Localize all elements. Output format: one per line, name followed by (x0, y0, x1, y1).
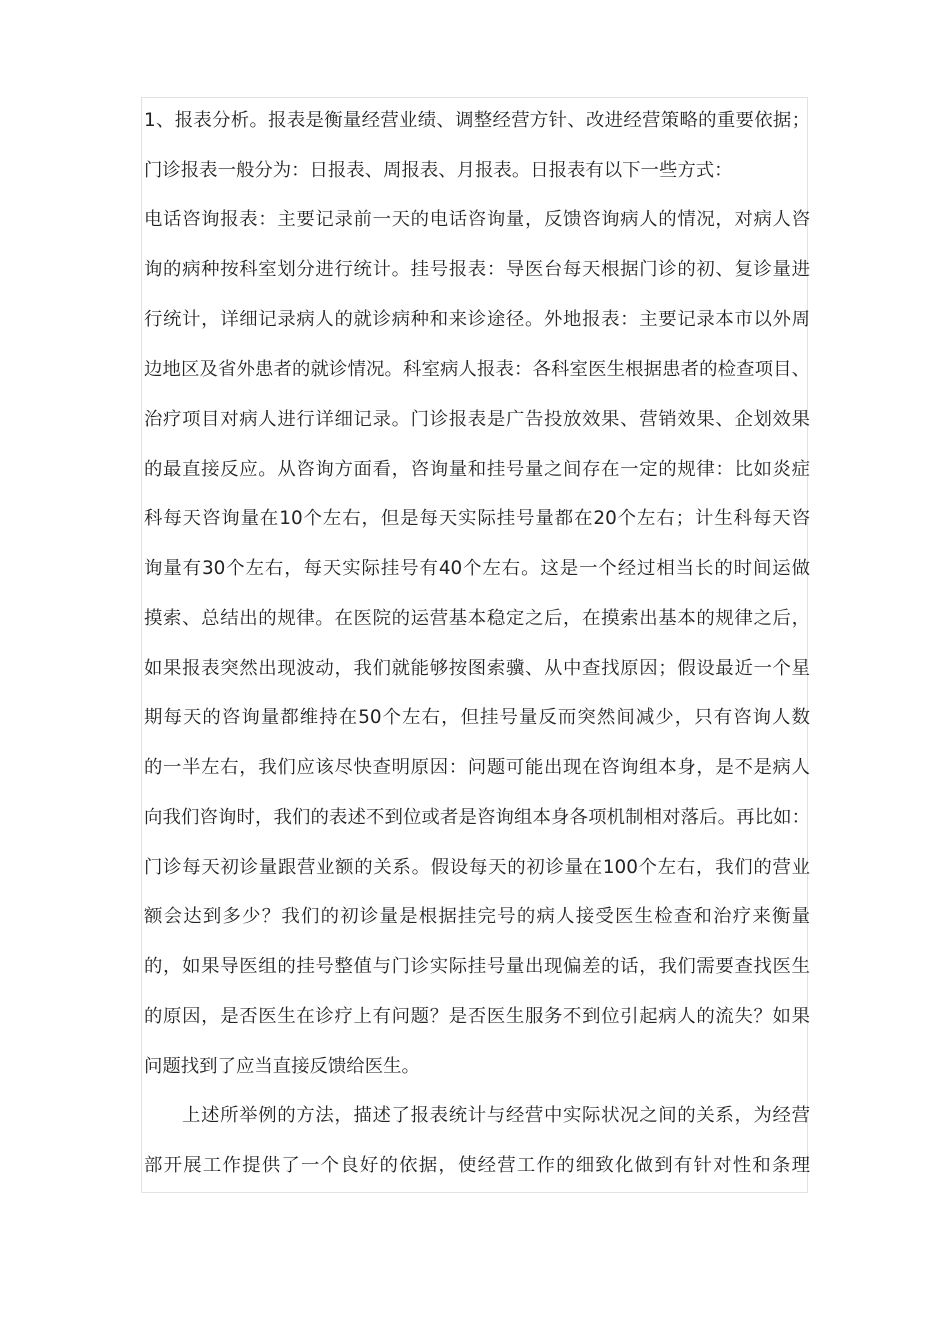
text-line: 边地区及省外患者的就诊情况。科室病人报表：各科室医生根据患者的检查项目、 (144, 359, 810, 380)
text-line: 部开展工作提供了一个良好的依据，使经营工作的细致化做到有针对性和条理 (144, 1155, 810, 1176)
text-line: 门诊报表一般分为：日报表、周报表、月报表。日报表有以下一些方式： (144, 160, 733, 181)
text-line: 的，如果导医组的挂号整值与门诊实际挂号量出现偏差的话，我们需要查找医生 (144, 956, 810, 977)
text-line: 电话咨询报表：主要记录前一天的电话咨询量，反馈咨询病人的情况，对病人咨 (144, 209, 810, 230)
text-line: 询的病种按科室划分进行统计。挂号报表：导医台每天根据门诊的初、复诊量进 (144, 259, 810, 280)
text-line: 摸索、总结出的规律。在医院的运营基本稳定之后，在摸索出基本的规律之后， (144, 608, 810, 629)
text-line: 的原因，是否医生在诊疗上有问题？是否医生服务不到位引起病人的流失？如果 (144, 1006, 810, 1027)
text-line: 询量有30个左右，每天实际挂号有40个左右。这是一个经过相当长的时间运做 (144, 558, 810, 579)
text-line-indented: 上述所举例的方法，描述了报表统计与经营中实际状况之间的关系，为经营 (182, 1105, 810, 1126)
text-line: 的一半左右，我们应该尽快查明原因：问题可能出现在咨询组本身，是不是病人 (144, 757, 810, 778)
text-line: 向我们咨询时，我们的表述不到位或者是咨询组本身各项机制相对落后。再比如： (144, 807, 810, 828)
text-line: 期每天的咨询量都维持在50个左右，但挂号量反而突然间减少，只有咨询人数 (144, 707, 810, 728)
text-line: 1、报表分析。报表是衡量经营业绩、调整经营方针、改进经营策略的重要依据； (144, 110, 810, 131)
text-line: 问题找到了应当直接反馈给医生。 (144, 1056, 420, 1077)
text-line: 治疗项目对病人进行详细记录。门诊报表是广告投放效果、营销效果、企划效果 (144, 409, 810, 430)
text-line: 如果报表突然出现波动，我们就能够按图索骥、从中查找原因；假设最近一个星 (144, 658, 810, 679)
text-line: 的最直接反应。从咨询方面看，咨询量和挂号量之间存在一定的规律：比如炎症 (144, 459, 810, 480)
text-line: 额会达到多少？我们的初诊量是根据挂完号的病人接受医生检查和治疗来衡量 (144, 906, 810, 927)
text-line: 科每天咨询量在10个左右，但是每天实际挂号量都在20个左右；计生科每天咨 (144, 508, 810, 529)
text-line: 门诊每天初诊量跟营业额的关系。假设每天的初诊量在100个左右，我们的营业 (144, 857, 810, 878)
text-line: 行统计，详细记录病人的就诊病种和来诊途径。外地报表：主要记录本市以外周 (144, 309, 810, 330)
